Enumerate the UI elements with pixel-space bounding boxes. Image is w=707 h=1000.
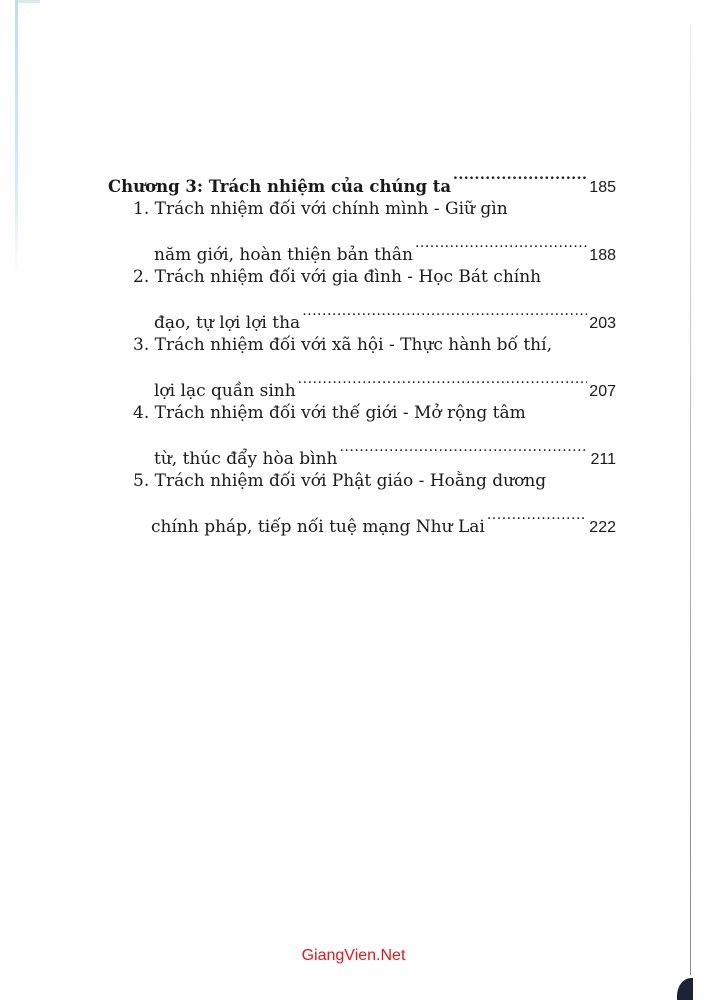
toc-item-title-line1: 5. Trách nhiệm đối với Phật giáo - Hoằng dương	[133, 471, 547, 491]
toc-item-title-line2: năm giới, hoàn thiện bản thân	[154, 245, 413, 265]
toc-item-title-line1: 1. Trách nhiệm đối với chính mình - Giữ gìn	[133, 199, 508, 219]
page-number: 185	[589, 179, 616, 196]
table-of-contents	[108, 158, 616, 537]
toc-item-title-line2: đạo, tự lợi lợi tha	[154, 313, 301, 333]
leader-dots	[340, 430, 589, 464]
leader-dots	[415, 226, 587, 260]
page-number: 207	[589, 383, 616, 400]
toc-item-title-line2: từ, thúc đẩy hòa bình	[154, 449, 338, 469]
toc-item-3[interactable]	[108, 328, 616, 401]
leader-dots	[302, 294, 587, 328]
page-corner-shadow	[677, 978, 693, 1000]
page-edge-top	[15, 0, 40, 3]
leader-dots	[298, 362, 588, 396]
toc-chapter-entry[interactable]	[108, 158, 616, 196]
toc-item-title-line1: 2. Trách nhiệm đối với gia đình - Học Bát chính	[133, 267, 542, 287]
toc-item-5[interactable]	[108, 464, 616, 537]
toc-item-title-line2: lợi lạc quần sinh	[154, 381, 296, 401]
toc-item-title-line1: 3. Trách nhiệm đối với xã hội - Thực hành bố thí,	[133, 335, 552, 355]
page-number: 203	[589, 315, 616, 332]
toc-item-4[interactable]	[108, 396, 616, 469]
page-number: 222	[589, 519, 616, 536]
page-number: 211	[590, 451, 616, 468]
toc-item-2[interactable]	[108, 260, 616, 333]
leader-dots	[487, 498, 587, 532]
toc-item-title-line1: 4. Trách nhiệm đối với thế giới - Mở rộng tâm	[133, 403, 526, 423]
page-number: 188	[589, 247, 616, 264]
page-edge-right	[690, 25, 691, 975]
leader-dots	[453, 158, 587, 192]
toc-item-1[interactable]	[108, 192, 616, 265]
page-edge-left	[15, 0, 18, 275]
toc-item-title-line2: chính pháp, tiếp nối tuệ mạng Như Lai	[151, 517, 485, 537]
chapter-title: Chương 3: Trách nhiệm của chúng ta	[108, 177, 452, 196]
watermark-text: GiangVien.Net	[301, 947, 406, 964]
